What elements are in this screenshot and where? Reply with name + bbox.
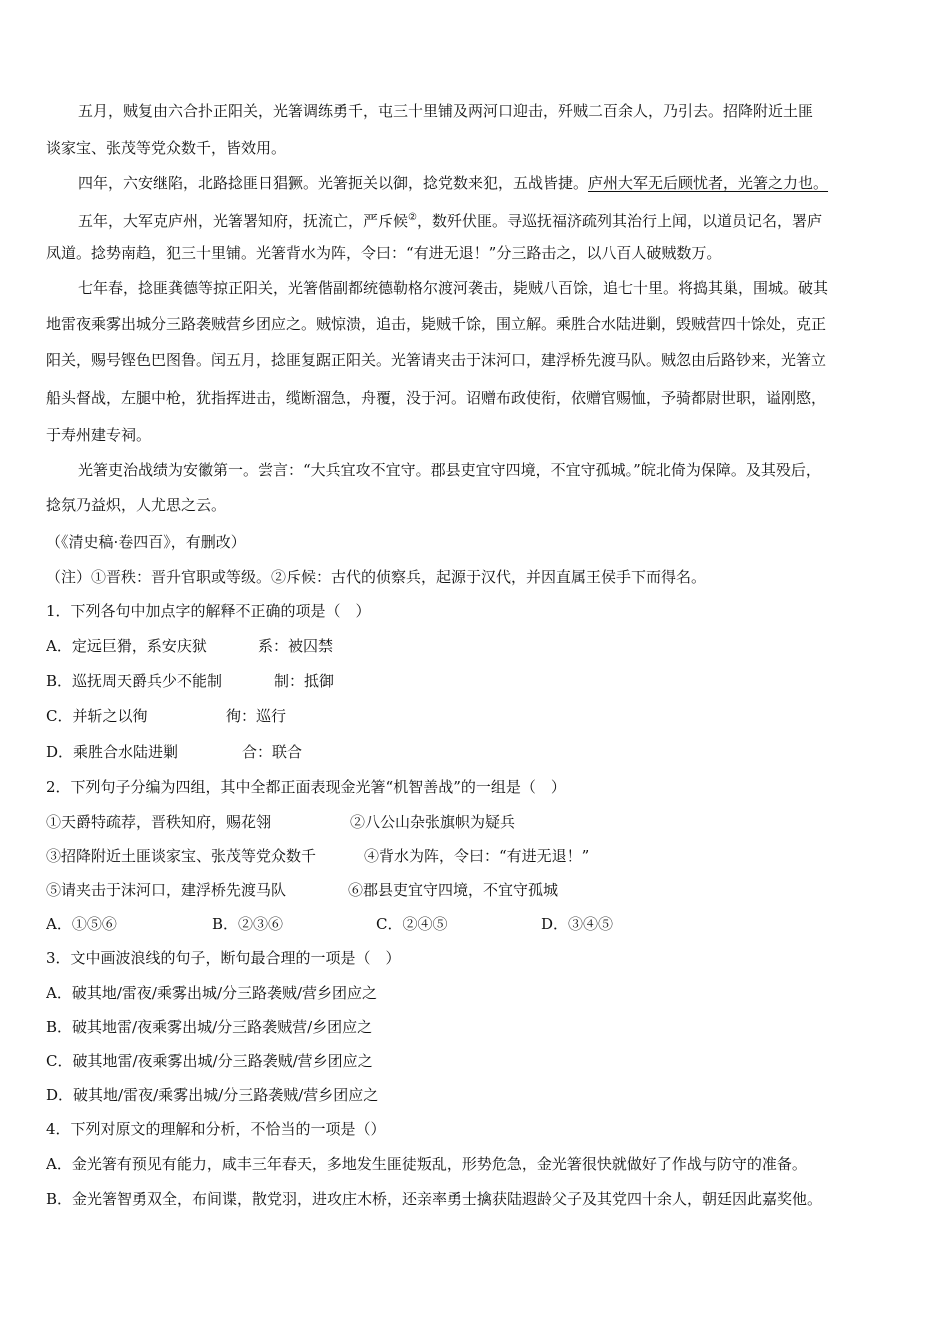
option-gloss: 徇：巡行 bbox=[226, 707, 287, 725]
question-1-stem: 1．下列各句中加点字的解释不正确的项是（ ） bbox=[46, 602, 371, 620]
option-text: D．乘胜合水陆进剿 bbox=[46, 743, 179, 761]
option-gloss: 合：联合 bbox=[242, 743, 303, 761]
q2-statements-row bbox=[46, 846, 912, 866]
passage-line: 五月，贼复由六合扑正阳关，光箸调练勇千，屯三十里铺及两河口迎击，歼贼二百余人，乃引去。招降附近土匪 bbox=[78, 102, 814, 120]
footnote-marker: ② bbox=[408, 212, 417, 223]
statement-1: ①天爵特疏荐，晋秩知府，赐花翎 bbox=[46, 813, 272, 831]
q4-option-b: B．金光箸智勇双全，布间谍，散党羽，进攻庄木桥，还亲率勇士擒获陆遐龄父子及其党四十余人，朝廷因此嘉奖他。 bbox=[46, 1190, 823, 1208]
q2-option-b: B．②③⑥ bbox=[212, 915, 284, 933]
statement-5: ⑤请夹击于沫河口，建浮桥先渡马队 bbox=[46, 881, 287, 899]
passage-text: ，数歼伏匪。寻巡抚福济疏列其治行上闻，以道员记名，署庐 bbox=[416, 212, 822, 230]
passage-line: 船头督战，左腿中枪，犹指挥进击，缆断溜急，舟覆，没于河。诏赠布政使衔，依赠官赐恤，予骑都尉世职，谥刚愍， bbox=[46, 389, 827, 407]
q3-option-d: D．破其地/雷夜/乘雾出城/分三路袭贼/营乡团应之 bbox=[46, 1086, 379, 1104]
passage-text: 四年，六安继陷，北路捻匪日猖獗。光箸扼关以御，捻党数来犯，五战皆捷。 bbox=[78, 174, 589, 192]
passage-text: 五年，大军克庐州，光箸署知府，抚流亡，严斥候 bbox=[78, 212, 409, 230]
q3-option-b: B．破其地雷/夜乘雾出城/分三路袭贼营/乡团应之 bbox=[46, 1018, 373, 1036]
q1-option-a bbox=[46, 636, 912, 656]
statement-3: ③招降附近土匪谈家宝、张茂等党众数千 bbox=[46, 847, 317, 865]
passage-line: 捻氛乃益炽，人尤思之云。 bbox=[46, 496, 227, 514]
q1-option-b bbox=[46, 671, 912, 691]
q3-option-c: C．破其地雷/夜乘雾出城/分三路袭贼/营乡团应之 bbox=[46, 1052, 373, 1070]
q3-option-a: A．破其地/雷夜/乘雾出城/分三路袭贼/营乡团应之 bbox=[46, 984, 378, 1002]
passage-line: 凤道。捻势南趋，犯三十里铺。光箸背水为阵，令曰：“有进无退！”分三路击之，以八百人破贼数万。 bbox=[46, 244, 722, 262]
q1-option-c bbox=[46, 706, 912, 726]
q2-option-c: C．②④⑤ bbox=[376, 915, 448, 933]
passage-line: 光箸吏治战绩为安徽第一。尝言：“大兵宜攻不宜守。郡县吏宜守四境，不宜守孤城。”皖北倚为保障。及其殁后， bbox=[78, 461, 821, 479]
q1-option-d bbox=[46, 742, 912, 762]
statement-6: ⑥郡县吏宜守四境，不宜守孤城 bbox=[348, 881, 559, 899]
passage-line: 于寿州建专祠。 bbox=[46, 426, 152, 444]
passage-line: 地雷夜乘雾出城分三路袭贼营乡团应之。贼惊溃，追击，毙贼千馀，围立解。乘胜合水陆进剿，毁贼营四十馀处，克正 bbox=[46, 315, 827, 333]
statement-4: ④背水为阵，令曰：“有进无退！” bbox=[364, 847, 590, 865]
q4-option-a: A．金光箸有预见有能力，咸丰三年春天，多地发生匪徒叛乱，形势危急，金光箸很快就做好了作战与防守的准备。 bbox=[46, 1155, 807, 1173]
passage-line: 阳关，赐号铿色巴图鲁。闰五月，捻匪复踞正阳关。光箸请夹击于沫河口，建浮桥先渡马队。贼忽由后路钞来，光箸立 bbox=[46, 351, 827, 369]
question-2-stem: 2．下列句子分编为四组，其中全都正面表现金光箸“机智善战”的一组是（ ） bbox=[46, 778, 566, 796]
option-text: B．巡抚周天爵兵少不能制 bbox=[46, 672, 223, 690]
source-citation: （《清史稿·卷四百》，有删改） bbox=[46, 533, 246, 551]
q2-statements-row bbox=[46, 812, 912, 832]
statement-2: ②八公山杂张旗帜为疑兵 bbox=[350, 813, 516, 831]
q2-option-a: A．①⑤⑥ bbox=[46, 915, 117, 933]
q2-option-d: D．③④⑤ bbox=[541, 915, 614, 933]
option-text: C．并斩之以徇 bbox=[46, 707, 148, 725]
question-3-stem: 3．文中画波浪线的句子，断句最合理的一项是（ ） bbox=[46, 949, 401, 967]
passage-line: 七年春，捻匪龚德等掠正阳关，光箸偕副都统德勒格尔渡河袭击，毙贼八百馀，追七十里。将捣其巢，围城。破其 bbox=[78, 279, 829, 297]
option-text: A．定远巨猾，系安庆狱 bbox=[46, 637, 207, 655]
q2-statements-row bbox=[46, 880, 912, 900]
underlined-sentence: 庐州大军无后顾忧者，光箸之力也。 bbox=[588, 174, 829, 192]
option-gloss: 系：被囚禁 bbox=[258, 637, 334, 655]
question-4-stem: 4．下列对原文的理解和分析，不恰当的一项是（） bbox=[46, 1120, 386, 1138]
option-gloss: 制：抵御 bbox=[274, 672, 335, 690]
footnote: （注）①晋秩：晋升官职或等级。②斥候：古代的侦察兵，起源于汉代，并因直属王侯手下而得名。 bbox=[46, 568, 707, 586]
passage-line bbox=[78, 208, 912, 231]
passage-line bbox=[78, 173, 912, 193]
passage-line: 谈家宝、张茂等党众数千，皆效用。 bbox=[46, 139, 287, 157]
q2-options-row bbox=[46, 914, 912, 934]
